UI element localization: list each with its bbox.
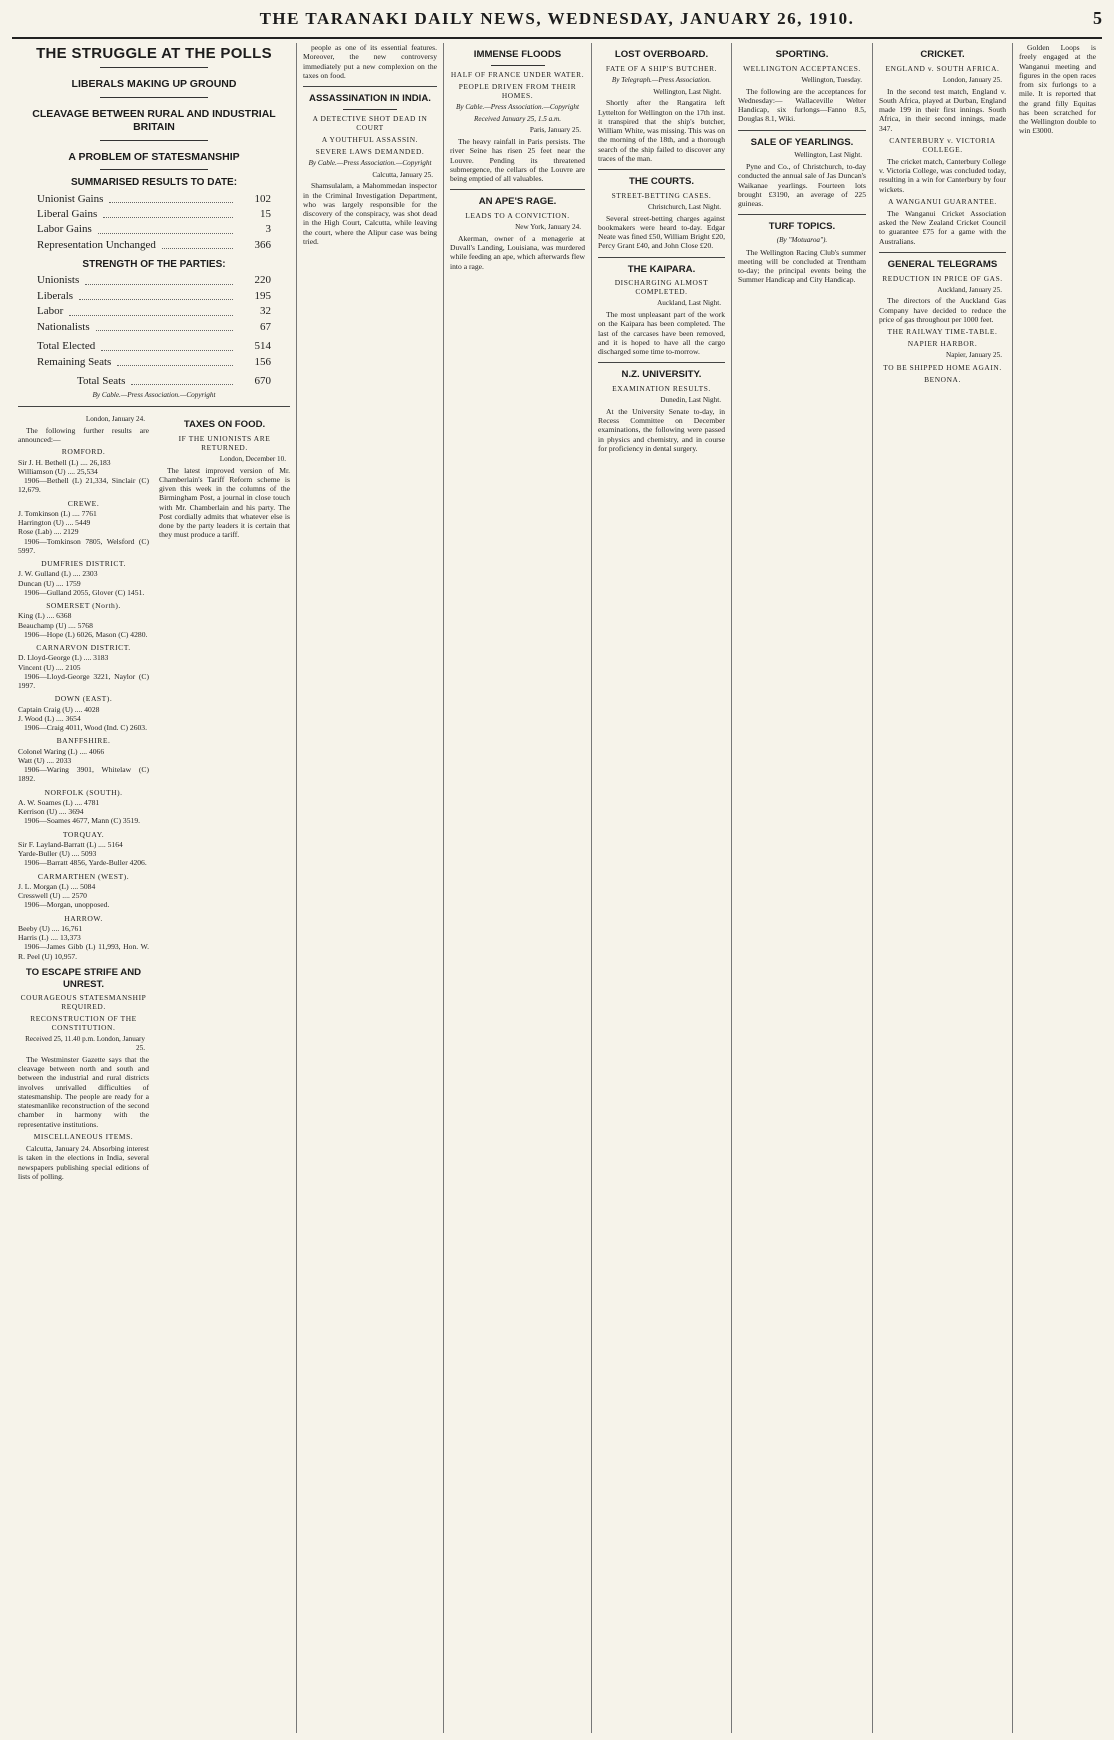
total-row: Remaining Seats 156	[37, 355, 271, 368]
candidate-line: Colonel Waring (L) .... 4066	[18, 746, 105, 756]
candidate-line: King (L) .... 6368	[18, 611, 72, 621]
electorate-result	[18, 559, 149, 597]
floods-byline: By Cable.—Press Association.—Copyright	[456, 102, 579, 111]
courts-text: Several street-betting charges against bookmakers were heard to-day. Edgar Neate was fined £50, William Bright £20, Percy Grant £40, and John Close £20.	[598, 213, 725, 251]
page-number: 5	[1093, 8, 1102, 28]
column-2	[297, 43, 444, 1733]
total-row: Total Elected 514	[37, 340, 271, 353]
lead-subtitle-3: A PROBLEM OF STATESMANSHIP	[68, 150, 240, 163]
candidate-line: Sir J. H. Bethell (L) .... 26,183	[18, 457, 111, 467]
cricket-text: In the second test match, England v. South Africa, played at Durban, England made 199 in their first innings. South Africa, in their second innings, made 347.	[879, 86, 1006, 133]
misc-title: MISCELLANEOUS ITEMS.	[33, 1131, 134, 1141]
telegrams-dateline: Auckland, January 25.	[937, 285, 1002, 294]
electorate-name: ROMFORD.	[61, 447, 106, 457]
assassination-dateline: Calcutta, January 25.	[372, 170, 433, 179]
lost-dateline: Wellington, Last Night.	[653, 87, 721, 96]
section2-title: TO ESCAPE STRIFE AND UNREST.	[25, 966, 142, 990]
previous-result-note: 1906—Barratt 4856, Yarde-Buller 4206.	[24, 858, 147, 868]
assassination-sub2: A YOUTHFUL ASSASSIN.	[321, 134, 419, 144]
summary-row: Labor Gains 3	[37, 223, 271, 236]
lost-byline: By Telegraph.—Press Association.	[611, 75, 712, 84]
candidate-line: Watt (U) .... 2033	[18, 755, 72, 765]
courts-title: THE COURTS.	[628, 176, 695, 188]
canterbury-text: The cricket match, Canterbury College v. Victoria College, was concluded today, resulting in a win for Canterbury by four wickets.	[879, 156, 1006, 194]
yearlings-title: SALE OF YEARLINGS.	[750, 136, 854, 148]
napier-dateline: Napier, January 25.	[946, 351, 1002, 360]
previous-result-note: 1906—Waring 3901, Whitelaw (C) 1892.	[18, 765, 149, 784]
columns	[12, 43, 1102, 1733]
taxes-text: The latest improved version of Mr. Chamberlain's Tariff Reform scheme is given this week in the columns of the Birmingham Post, a journal in close touch with Mr. Chamberlain and his party. The Post cordially admits that whatever else is done by the party leaders it is certain that they must produce a tariff.	[159, 465, 290, 540]
masthead-title: THE TARANAKI DAILY NEWS, WEDNESDAY, JANUARY 26, 1910.	[259, 9, 855, 28]
floods-received: Received January 25, 1.5 a.m.	[473, 114, 562, 123]
summary-heading: SUMMARISED RESULTS TO DATE:	[70, 177, 238, 189]
previous-result-note: 1906—Craig 4011, Wood (Ind. C) 2603.	[24, 723, 147, 733]
candidate-line: Rose (Lab) .... 2129	[18, 527, 79, 537]
strength-row: Liberals 195	[37, 289, 271, 302]
assassination-sub1: A DETECTIVE SHOT DEAD IN COURT	[312, 113, 428, 132]
strength-table	[37, 274, 271, 388]
candidate-line: Duncan (U) .... 1759	[18, 578, 81, 588]
column-lead	[12, 43, 297, 1733]
candidate-line: Cresswell (U) .... 2570	[18, 891, 87, 901]
candidate-line: Captain Craig (U) .... 4028	[18, 704, 100, 714]
summary-row: Unionist Gains 102	[37, 192, 271, 205]
column-3	[444, 43, 592, 1733]
lead-title: THE STRUGGLE AT THE POLLS	[36, 45, 272, 62]
lead-subtitle-2: CLEAVAGE BETWEEN RURAL AND INDUSTRIAL BRITAIN	[32, 108, 276, 133]
candidate-line: J. Wood (L) .... 3654	[18, 713, 81, 723]
candidate-line: J. W. Gulland (L) .... 2303	[18, 569, 98, 579]
electorate-name: CARMARTHEN (WEST).	[37, 871, 130, 881]
lead-intro: The following further results are announced:—	[18, 425, 149, 445]
apes-text: Akerman, owner of a menagerie at Duvall's Landing, Louisiana, was murdered while feeding an ape, which afterwards flew into a rage.	[450, 233, 585, 271]
column-7	[1013, 43, 1102, 1733]
electorate-result	[18, 736, 149, 783]
candidate-line: Beauchamp (U) .... 5768	[18, 620, 93, 630]
taxes-on-food-article	[159, 413, 290, 1184]
sporting-title: SPORTING.	[775, 49, 829, 60]
railway-title: THE RAILWAY TIME-TABLE.	[887, 327, 998, 337]
electorate-result	[18, 643, 149, 690]
kaipara-text: The most unpleasant part of the work on the Kaipara has been completed. The last of the carcases have been removed, and it is hoped to have all the cargo discharged some time to-morrow.	[598, 310, 725, 357]
strength-row: Unionists 220	[37, 274, 271, 287]
lost-sub: FATE OF A SHIP'S BUTCHER.	[605, 63, 718, 73]
previous-result-note: 1906—Soames 4677, Mann (C) 3519.	[24, 816, 141, 826]
electorate-result	[18, 914, 149, 961]
floods-sub2: PEOPLE DRIVEN FROM THEIR HOMES.	[458, 81, 577, 100]
electorate-name: BANFFSHIRE.	[56, 736, 111, 746]
telegrams-sub: REDUCTION IN PRICE OF GAS.	[882, 273, 1003, 283]
assassination-title: ASSASSINATION IN INDIA.	[309, 93, 431, 104]
sporting-sub: WELLINGTON ACCEPTANCES.	[743, 63, 861, 73]
electorate-name: NORFOLK (SOUTH).	[44, 787, 123, 797]
apes-sub: LEADS TO A CONVICTION.	[465, 211, 570, 221]
candidate-line: Beeby (U) .... 16,761	[18, 923, 83, 933]
apes-dateline: New York, January 24.	[515, 223, 581, 232]
courts-sub: STREET-BETTING CASES.	[611, 190, 712, 200]
floods-text: The heavy rainfall in Paris persists. The river Seine has risen 25 feet near the Louvre. Pending its threatened submergence, the cellars of the Louvre are being emptied of all valuables.	[450, 137, 585, 184]
nz-university-dateline: Dunedin, Last Night.	[660, 396, 721, 405]
turf-title: TURF TOPICS.	[768, 221, 836, 233]
assassination-text: Shamsulalam, a Mahommedan inspector in the Criminal Investigation Department, who was largely responsible for the discovery of the conspiracy, was shot dead in the High Court, Calcutta, while leaving the court, where the Alipur case was being tried.	[303, 181, 437, 246]
previous-result-note: 1906—Bethell (L) 21,334, Sinclair (C) 12,679.	[18, 476, 149, 495]
kaipara-sub: DISCHARGING ALMOST COMPLETED.	[614, 278, 709, 297]
previous-result-note: 1906—Lloyd-George 3221, Naylor (C) 1997.	[18, 671, 149, 691]
floods-title: IMMENSE FLOODS	[473, 49, 562, 60]
electorate-result	[18, 694, 149, 732]
courts-dateline: Christchurch, Last Night.	[647, 202, 721, 211]
canterbury-title: CANTERBURY v. VICTORIA COLLEGE.	[889, 135, 996, 154]
lost-text: Shortly after the Rangatira left Lyttelton for Wellington on the 17th inst. it transpired that the ship's butcher, William White, was missing. This was on the morning of the 18th, and a thorough search of the ship failed to discover any traces of the man.	[598, 98, 725, 163]
previous-result-note: 1906—James Gibb (L) 11,993, Hon. W. R. Peel (U) 10,957.	[18, 942, 149, 961]
summary-row: Representation Unchanged 366	[37, 238, 271, 251]
column-4	[592, 43, 732, 1733]
cricket-title: CRICKET.	[920, 49, 965, 60]
candidate-line: Williamson (U) .... 25,534	[18, 466, 98, 476]
electorate-result	[18, 872, 149, 910]
candidate-line: J. L. Morgan (L) .... 5084	[18, 881, 96, 891]
candidate-line: Sir F. Layland-Barratt (L) .... 5164	[18, 839, 123, 849]
electorate-name: TORQUAY.	[62, 829, 105, 839]
candidate-line: D. Lloyd-George (L) .... 3183	[18, 653, 109, 663]
electorate-result	[18, 788, 149, 826]
column-5	[732, 43, 873, 1733]
electorate-name: CREWE.	[67, 498, 100, 508]
lead-dateline: London, January 24.	[85, 415, 145, 424]
lead-byline: By Cable.—Press Association.—Copyright	[92, 391, 216, 400]
telegrams-title: GENERAL TELEGRAMS	[887, 258, 998, 270]
masthead	[12, 8, 1102, 39]
nz-university-title: N.Z. UNIVERSITY.	[621, 369, 702, 381]
taxes-dateline: London, December 10.	[219, 454, 286, 463]
taxes-sub: IF THE UNIONISTS ARE RETURNED.	[178, 433, 271, 452]
sporting-dateline: Wellington, Tuesday.	[801, 75, 862, 84]
taxes-title: TAXES ON FOOD.	[183, 419, 266, 431]
floods-dateline: Paris, January 25.	[529, 126, 581, 135]
floods-sub1: HALF OF FRANCE UNDER WATER.	[450, 69, 585, 79]
misc-text: Calcutta, January 24. Absorbing interest is taken in the elections in India, several newspapers publishing special editions of lists of polling.	[18, 1144, 149, 1181]
shipped-title: TO BE SHIPPED HOME AGAIN.	[883, 362, 1002, 372]
summary-table	[37, 193, 271, 253]
strength-row: Labor 32	[37, 305, 271, 318]
wanganui-text: The Wanganui Cricket Association asked the New Zealand Cricket Council to guarantee £75 for a game with the Australians.	[879, 208, 1006, 246]
kaipara-title: THE KAIPARA.	[627, 263, 696, 275]
strength-row: Nationalists 67	[37, 320, 271, 333]
cricket-dateline: London, January 25.	[942, 75, 1002, 84]
electorate-result	[18, 499, 149, 556]
wanganui-title: A WANGANUI GUARANTEE.	[888, 196, 997, 206]
cricket-sub: ENGLAND v. SOUTH AFRICA.	[885, 63, 1000, 73]
previous-result-note: 1906—Tomkinson 7805, Welsford (C) 5997.	[18, 536, 149, 555]
assassination-sub3: SEVERE LAWS DEMANDED.	[315, 146, 425, 156]
lost-title: LOST OVERBOARD.	[614, 49, 709, 60]
previous-result-note: 1906—Gulland 2055, Glover (C) 1451.	[24, 587, 145, 597]
previous-result-note: 1906—Morgan, unopposed.	[24, 900, 110, 910]
electorate-name: HARROW.	[64, 913, 103, 923]
electorate-result	[18, 830, 149, 868]
yearlings-dateline: Wellington, Last Night.	[794, 151, 862, 160]
benona-title: BENONA.	[924, 375, 961, 384]
electorate-results	[18, 447, 149, 961]
previous-result-note: 1906—Hope (L) 6026, Mason (C) 4280.	[24, 629, 148, 639]
kaipara-dateline: Auckland, Last Night.	[657, 299, 721, 308]
candidate-line: Yarde-Buller (U) .... 5093	[18, 849, 97, 859]
summary-row: Liberal Gains 15	[37, 208, 271, 221]
electorate-name: DUMFRIES DISTRICT.	[41, 559, 126, 569]
column-6	[873, 43, 1013, 1733]
candidate-line: Kerrison (U) .... 3694	[18, 807, 84, 817]
strength-heading: STRENGTH OF THE PARTIES:	[82, 259, 226, 271]
electorate-name: CARNARVON DISTRICT.	[36, 643, 131, 653]
section3-text: The Westminster Gazette says that the cleavage between north and south and between the industrial and rural districts involves unrivalled difficulties of statesmanship. The people are ready for a statesmanlike reconstruction of the second chamber in harmony with the representative institutions.	[18, 1054, 149, 1129]
total-seats-row: Total Seats 670	[77, 374, 271, 387]
candidate-line: Vincent (U) .... 2105	[18, 662, 81, 672]
candidate-line: Harris (L) .... 13,373	[18, 933, 81, 943]
sporting-text: The following are the acceptances for Wednesday:— Wallaceville Welter Handicap, six furlongs—Fanno 8.5, Douglas 8.1, Wiki.	[738, 86, 866, 124]
nz-university-text: At the University Senate to-day, in Recess Committee on December examinations, the following were passed in physics and chemistry, and in course for proficiency in dental surgery.	[598, 406, 725, 453]
apes-title: AN APE'S RAGE.	[478, 196, 557, 208]
yearlings-text: Pyne and Co., of Christchurch, to-day conducted the annual sale of Jas Duncan's Waikanae yearlings. Fourteen lots brought £3190, an average of 225 guineas.	[738, 162, 866, 208]
candidate-line: Harrington (U) .... 5449	[18, 518, 91, 528]
electorate-name: SOMERSET (North).	[46, 601, 121, 611]
turf-text: The Wellington Racing Club's summer meeting will be concluded at Trentham to-day; the principal events being the Summer Handicap and City Handicap.	[738, 247, 866, 285]
telegrams-text: The directors of the Auckland Gas Company have decided to reduce the price of gas throughout per 1000 feet.	[879, 296, 1006, 324]
section3-title: RECONSTRUCTION OF THE CONSTITUTION.	[30, 1014, 137, 1033]
electorate-result	[18, 447, 149, 494]
assassination-byline: By Cable.—Press Association.—Copyright	[308, 158, 432, 167]
section2-sub: COURAGEOUS STATESMANSHIP REQUIRED.	[20, 993, 147, 1012]
nz-university-sub: EXAMINATION RESULTS.	[612, 384, 711, 394]
electorate-name: DOWN (EAST).	[54, 694, 113, 704]
turf-byline: (By "Motuaroa").	[776, 235, 828, 244]
candidate-line: A. W. Soames (L) .... 4781	[18, 797, 100, 807]
candidate-line: J. Tomkinson (L) .... 7761	[18, 508, 97, 518]
lead-subtitle-1: LIBERALS MAKING UP GROUND	[71, 78, 237, 91]
section3-dateline: Received 25, 11.40 p.m. London, January 25.	[25, 1035, 145, 1053]
napier-title: NAPIER HARBOR.	[907, 339, 978, 349]
electorate-result	[18, 601, 149, 639]
col7-text: Golden Loops is freely engaged at the Wanganui meeting and figures in the open races from six furlongs to a mile. It is reported that the grand filly Equitas has been scratched for the Wellington double to win £3000.	[1019, 43, 1096, 136]
col2-intro-text: people as one of its essential features. Moreover, the new controversy immediately put a new complexion on the taxes on food.	[303, 43, 437, 80]
